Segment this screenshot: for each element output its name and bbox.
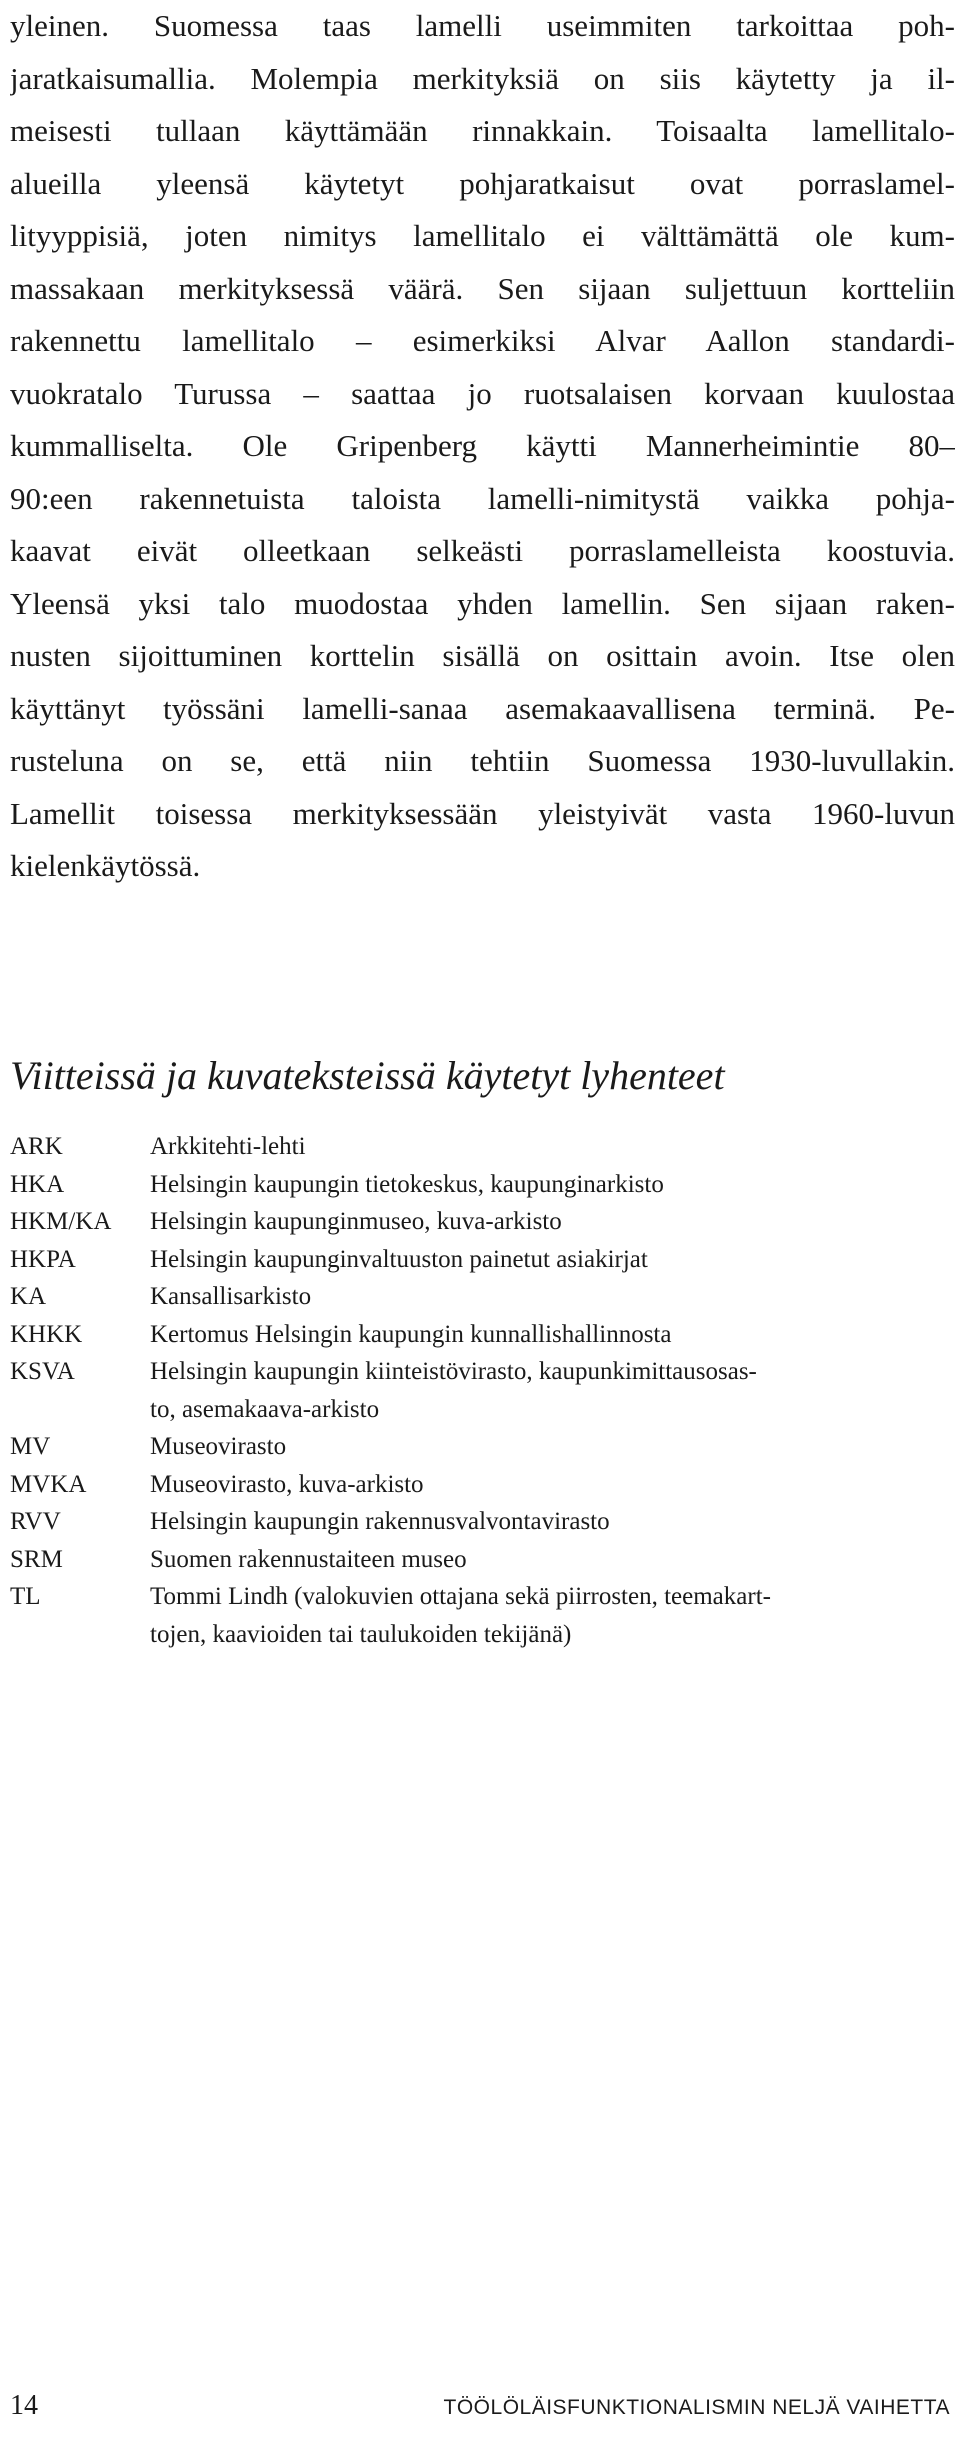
abbreviation-row bbox=[10, 1241, 950, 1279]
abbreviation-row bbox=[10, 1428, 950, 1466]
abbreviation-description bbox=[150, 1166, 950, 1204]
abbreviation-description-line: Arkkitehti-lehti bbox=[150, 1133, 306, 1160]
abbreviation-description-line: Suomen rakennustaiteen museo bbox=[150, 1545, 467, 1573]
abbreviation-description bbox=[150, 1241, 950, 1279]
abbreviation-code: SRM bbox=[10, 1545, 63, 1573]
text-line: kielenkäytössä. bbox=[10, 848, 201, 883]
text-line: Yleensä yksi talo muodostaa yhden lamellin. Sen sijaan raken- bbox=[10, 585, 955, 621]
abbreviation-description bbox=[150, 1428, 950, 1466]
text-line: 90:een rakennetuista taloista lamelli-nimitystä vaikka pohja- bbox=[10, 480, 955, 516]
text-line: rusteluna on se, että niin tehtiin Suomessa 1930-luvullakin. bbox=[10, 743, 955, 778]
abbreviation-code: KA bbox=[10, 1283, 47, 1310]
abbreviation-code: KHKK bbox=[10, 1320, 83, 1348]
abbreviation-code: TL bbox=[10, 1583, 41, 1610]
abbreviation-description-line: Kertomus Helsingin kaupungin kunnallishallinnosta bbox=[150, 1320, 672, 1348]
abbreviations-heading: Viitteissä ja kuvateksteissä käytetyt lyhenteet bbox=[10, 1053, 725, 1098]
abbreviation-description bbox=[150, 1128, 950, 1166]
abbreviation-description bbox=[150, 1578, 950, 1653]
abbreviation-description-line: Helsingin kaupungin kiinteistövirasto, kaupunkimittausosas- bbox=[150, 1358, 757, 1385]
abbreviation-code: MVKA bbox=[10, 1470, 87, 1498]
abbreviation-row bbox=[10, 1541, 950, 1579]
abbreviation-row bbox=[10, 1316, 950, 1354]
text-line: lityyppisiä, joten nimitys lamellitalo ei välttämättä ole kum- bbox=[10, 218, 955, 253]
text-line: meisesti tullaan käyttämään rinnakkain. Toisaalta lamellitalo- bbox=[10, 113, 955, 148]
page-footer bbox=[10, 2390, 950, 2430]
abbreviation-code: HKPA bbox=[10, 1245, 76, 1273]
abbreviation-row bbox=[10, 1466, 950, 1504]
text-line: kaavat eivät olleetkaan selkeästi porraslamelleista koostuvia. bbox=[10, 533, 955, 568]
abbreviation-description bbox=[150, 1503, 950, 1541]
text-line: yleinen. Suomessa taas lamelli useimmiten tarkoittaa poh- bbox=[10, 8, 955, 43]
abbreviation-row bbox=[10, 1278, 950, 1316]
abbreviation-code: HKA bbox=[10, 1170, 65, 1198]
running-title: TÖÖLÖLÄISFUNKTIONALISMIN NELJÄ VAIHETTA bbox=[443, 2396, 950, 2419]
abbreviation-row bbox=[10, 1203, 950, 1241]
abbreviation-code: KSVA bbox=[10, 1358, 75, 1385]
abbreviation-description bbox=[150, 1466, 950, 1504]
text-line: alueilla yleensä käytetyt pohjaratkaisut ovat porraslamel- bbox=[10, 165, 955, 201]
page-number: 14 bbox=[10, 2390, 38, 2421]
text-line: vuokratalo Turussa – saattaa jo ruotsalaisen korvaan kuulostaa bbox=[10, 375, 955, 411]
abbreviation-row bbox=[10, 1353, 950, 1428]
text-line: kummalliselta. Ole Gripenberg käytti Mannerheimintie 80– bbox=[10, 428, 955, 463]
abbreviation-description bbox=[150, 1316, 950, 1354]
text-line: massakaan merkityksessä väärä. Sen sijaan suljettuun kortteliin bbox=[10, 270, 955, 306]
abbreviation-description-line: to, asemakaava-arkisto bbox=[150, 1395, 380, 1423]
abbreviation-description-line: Helsingin kaupungin rakennusvalvontavirasto bbox=[150, 1508, 610, 1535]
abbreviation-description bbox=[150, 1541, 950, 1579]
abbreviation-description-line: Helsingin kaupunginvaltuuston painetut asiakirjat bbox=[150, 1245, 648, 1273]
text-line: rakennettu lamellitalo – esimerkiksi Alvar Aallon standardi- bbox=[10, 323, 955, 358]
body-paragraph bbox=[10, 0, 955, 893]
abbreviation-description-line: Kansallisarkisto bbox=[150, 1283, 312, 1310]
abbreviation-description-line: Helsingin kaupungin tietokeskus, kaupunginarkisto bbox=[150, 1170, 664, 1198]
abbreviation-description-line: Helsingin kaupunginmuseo, kuva-arkisto bbox=[150, 1208, 562, 1235]
abbreviation-description bbox=[150, 1203, 950, 1241]
abbreviation-row bbox=[10, 1166, 950, 1204]
abbreviations-list bbox=[10, 1128, 950, 1653]
abbreviation-description-line: tojen, kaavioiden tai taulukoiden tekijänä) bbox=[150, 1620, 572, 1648]
text-line: Lamellit toisessa merkityksessään yleistyivät vasta 1960-luvun bbox=[10, 795, 955, 831]
abbreviation-description-line: Museovirasto, kuva-arkisto bbox=[150, 1470, 424, 1498]
abbreviation-code: ARK bbox=[10, 1133, 63, 1160]
text-line: jaratkaisumallia. Molempia merkityksiä on siis käytetty ja il- bbox=[10, 60, 955, 96]
text-line: käyttänyt työssäni lamelli-sanaa asemakaavallisena terminä. Pe- bbox=[10, 690, 955, 726]
abbreviation-row bbox=[10, 1503, 950, 1541]
abbreviation-description-line: Museovirasto bbox=[150, 1433, 287, 1460]
abbreviation-description bbox=[150, 1278, 950, 1316]
abbreviation-code: MV bbox=[10, 1433, 51, 1460]
abbreviation-code: HKM/KA bbox=[10, 1208, 112, 1235]
abbreviation-description-line: Tommi Lindh (valokuvien ottajana sekä piirrosten, teemakart- bbox=[150, 1583, 771, 1610]
abbreviation-description bbox=[150, 1353, 950, 1428]
abbreviation-row bbox=[10, 1578, 950, 1653]
abbreviation-row bbox=[10, 1128, 950, 1166]
text-line: nusten sijoittuminen korttelin sisällä on osittain avoin. Itse olen bbox=[10, 638, 955, 673]
abbreviation-code: RVV bbox=[10, 1508, 61, 1535]
